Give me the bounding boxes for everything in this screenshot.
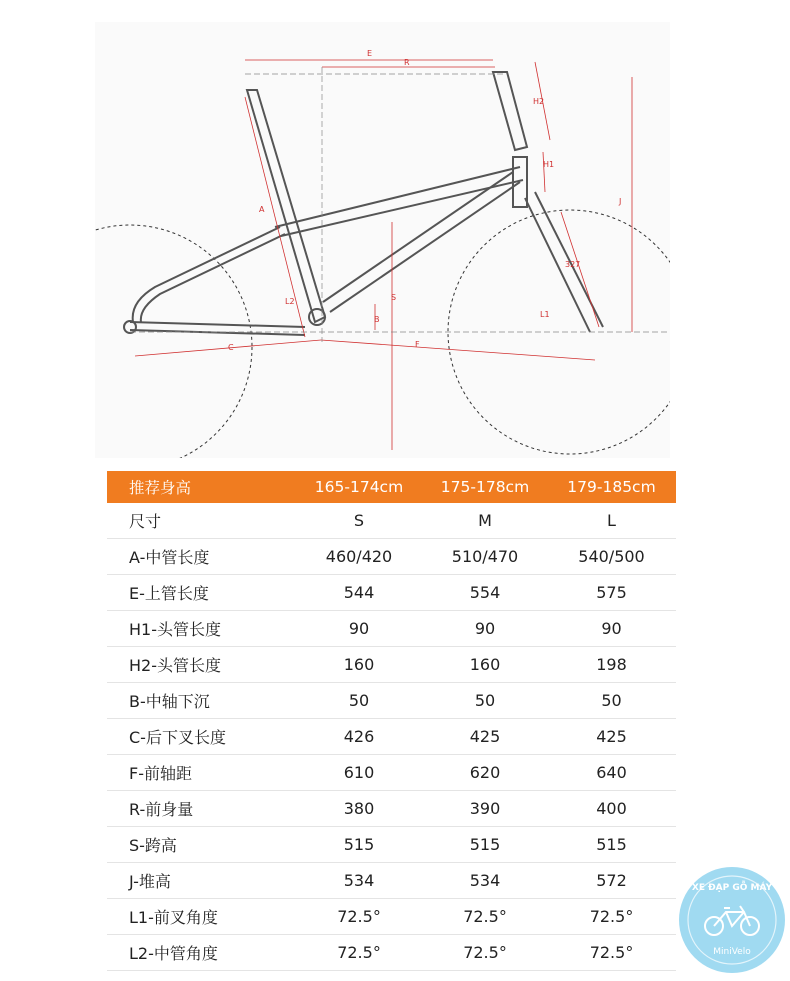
table-row <box>107 935 676 971</box>
row-value: L <box>607 511 616 530</box>
row-value: 425 <box>469 727 501 746</box>
row-value: 515 <box>469 835 501 854</box>
table-row <box>107 719 676 755</box>
header-size-s: 165-174cm <box>314 478 404 496</box>
dim-label-h1: H1 <box>543 160 555 169</box>
watermark-logo <box>678 866 786 974</box>
svg-text:XE ĐẠP GỖ MÁY: XE ĐẠP GỖ MÁY <box>691 883 773 893</box>
table-row <box>107 827 676 863</box>
row-value: 554 <box>469 583 501 602</box>
row-value: M <box>478 511 492 530</box>
row-value: 534 <box>343 871 375 890</box>
table-row <box>107 647 676 683</box>
row-value: 160 <box>469 655 501 674</box>
row-value: 400 <box>596 799 627 818</box>
row-value: S <box>353 511 365 530</box>
header-size-l: 179-185cm <box>567 478 656 496</box>
row-value: 534 <box>469 871 501 890</box>
table-row <box>107 575 676 611</box>
row-value: 90 <box>601 619 622 638</box>
row-value: 160 <box>343 655 375 674</box>
row-value: 640 <box>596 763 627 782</box>
table-row <box>107 791 676 827</box>
dim-label-b: B <box>374 315 380 324</box>
header-height-label: 推荐身高 <box>129 479 192 497</box>
row-value: 426 <box>343 727 375 746</box>
table-header <box>107 471 676 503</box>
row-value: 510/470 <box>451 547 519 566</box>
dim-label-l1: L1 <box>540 310 550 319</box>
row-label: B-中轴下沉 <box>129 692 210 711</box>
header-size-m: 175-178cm <box>440 478 530 496</box>
row-value: 540/500 <box>578 547 645 566</box>
row-value: 390 <box>469 799 501 818</box>
dim-label-e: E <box>367 49 373 58</box>
table-row <box>107 503 676 539</box>
row-value: 50 <box>601 691 622 710</box>
bike-geometry-diagram <box>95 22 670 458</box>
row-value: 460/420 <box>325 547 393 566</box>
row-value: 72.5° <box>589 907 634 926</box>
row-label: R-前身量 <box>129 800 194 819</box>
row-label: L1-前叉角度 <box>129 908 218 927</box>
row-value: 90 <box>348 619 370 638</box>
row-value: 72.5° <box>463 907 507 926</box>
row-value: 198 <box>596 655 627 674</box>
row-value: 72.5° <box>589 943 634 962</box>
row-label: A-中管长度 <box>129 548 210 567</box>
row-label: H2-头管长度 <box>129 656 221 675</box>
row-value: 72.5° <box>337 943 381 962</box>
dim-label-l2: L2 <box>285 297 295 306</box>
dim-label-h2: H2 <box>533 97 545 106</box>
row-value: 515 <box>343 835 375 854</box>
row-value: 544 <box>343 583 375 602</box>
row-label: F-前轴距 <box>129 764 192 783</box>
row-label: J-堆高 <box>129 872 171 891</box>
size-chart-table <box>107 471 676 971</box>
table-body <box>107 503 676 971</box>
dim-label-fork: 327 <box>565 260 581 269</box>
row-value: 50 <box>474 691 496 710</box>
bike-frame <box>124 72 603 335</box>
row-value: 72.5° <box>463 943 507 962</box>
dim-label-f: F <box>415 340 420 349</box>
row-label: L2-中管角度 <box>129 944 218 963</box>
table-row <box>107 683 676 719</box>
dim-label-j: J <box>619 197 622 206</box>
dim-label-c: C <box>228 343 234 352</box>
row-value: 572 <box>596 871 627 890</box>
row-value: 425 <box>596 727 627 746</box>
row-value: 50 <box>348 691 370 710</box>
row-label: H1-头管长度 <box>129 620 221 639</box>
table-row <box>107 863 676 899</box>
table-row <box>107 611 676 647</box>
row-value: 620 <box>469 763 501 782</box>
table-row <box>107 899 676 935</box>
row-value: 380 <box>343 799 375 818</box>
row-value: 72.5° <box>337 907 381 926</box>
table-row <box>107 539 676 575</box>
dim-label-r: R <box>404 58 410 67</box>
row-value: 610 <box>343 763 375 782</box>
row-label: 尺寸 <box>129 512 162 531</box>
rear-wheel <box>95 225 252 458</box>
dim-label-a: A <box>259 205 265 214</box>
row-value: 575 <box>596 583 627 602</box>
svg-text:MiniVelo: MiniVelo <box>713 947 751 957</box>
row-label: E-上管长度 <box>129 584 209 603</box>
row-value: 515 <box>596 835 627 854</box>
row-label: S-跨高 <box>129 836 177 855</box>
row-label: C-后下叉长度 <box>129 728 226 747</box>
row-value: 90 <box>474 619 496 638</box>
table-row <box>107 755 676 791</box>
dim-label-s: S <box>391 293 397 302</box>
